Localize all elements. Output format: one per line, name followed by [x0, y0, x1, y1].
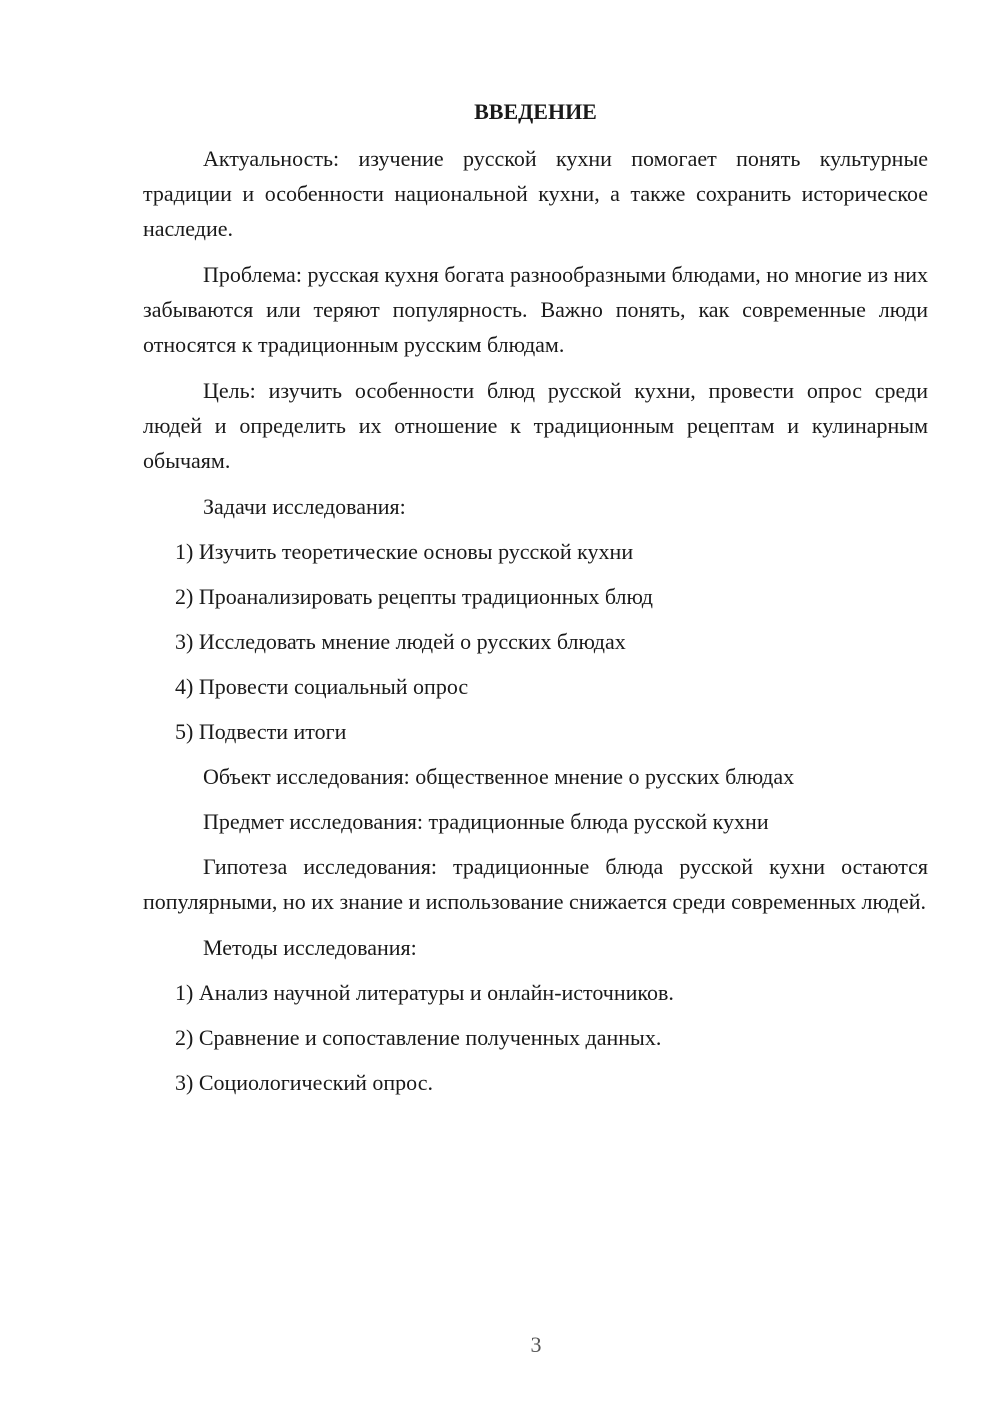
methods-heading: Методы исследования:: [203, 935, 417, 960]
document-title: ВВЕДЕНИЕ: [474, 99, 597, 124]
task-item-4: 4) Провести социальный опрос: [175, 674, 469, 699]
method-item-2: 2) Сравнение и сопоставление полученных данных.: [175, 1025, 662, 1050]
task-item-3: 3) Исследовать мнение людей о русских блюдах: [175, 629, 626, 654]
problem-paragraph: Проблема: русская кухня богата разнообразными блюдами, но многие из них забываются или теряют популярность. Важно понять, как современные люди относятся к традиционным русским блюдам.: [143, 262, 928, 357]
task-item-1: 1) Изучить теоретические основы русской кухни: [175, 539, 634, 564]
hypothesis-paragraph: Гипотеза исследования: традиционные блюда русской кухни остаются популярными, но их знание и использование снижается среди современных людей.: [143, 854, 928, 914]
document-page: [143, 94, 928, 1110]
research-object: Объект исследования: общественное мнение о русских блюдах: [203, 764, 795, 789]
tasks-heading: Задачи исследования:: [203, 494, 406, 519]
task-item-2: 2) Проанализировать рецепты традиционных блюд: [175, 584, 653, 609]
page-number: 3: [530, 1332, 542, 1357]
task-item-5: 5) Подвести итоги: [175, 719, 347, 744]
method-item-1: 1) Анализ научной литературы и онлайн-источников.: [175, 980, 674, 1005]
goal-paragraph: Цель: изучить особенности блюд русской кухни, провести опрос среди людей и определить их отношение к традиционным рецептам и кулинарным обычаям.: [143, 378, 928, 473]
research-subject: Предмет исследования: традиционные блюда русской кухни: [203, 809, 769, 834]
method-item-3: 3) Социологический опрос.: [175, 1070, 433, 1095]
relevance-paragraph: Актуальность: изучение русской кухни помогает понять культурные традиции и особенности национальной кухни, а также сохранить историческое наследие.: [143, 146, 928, 241]
